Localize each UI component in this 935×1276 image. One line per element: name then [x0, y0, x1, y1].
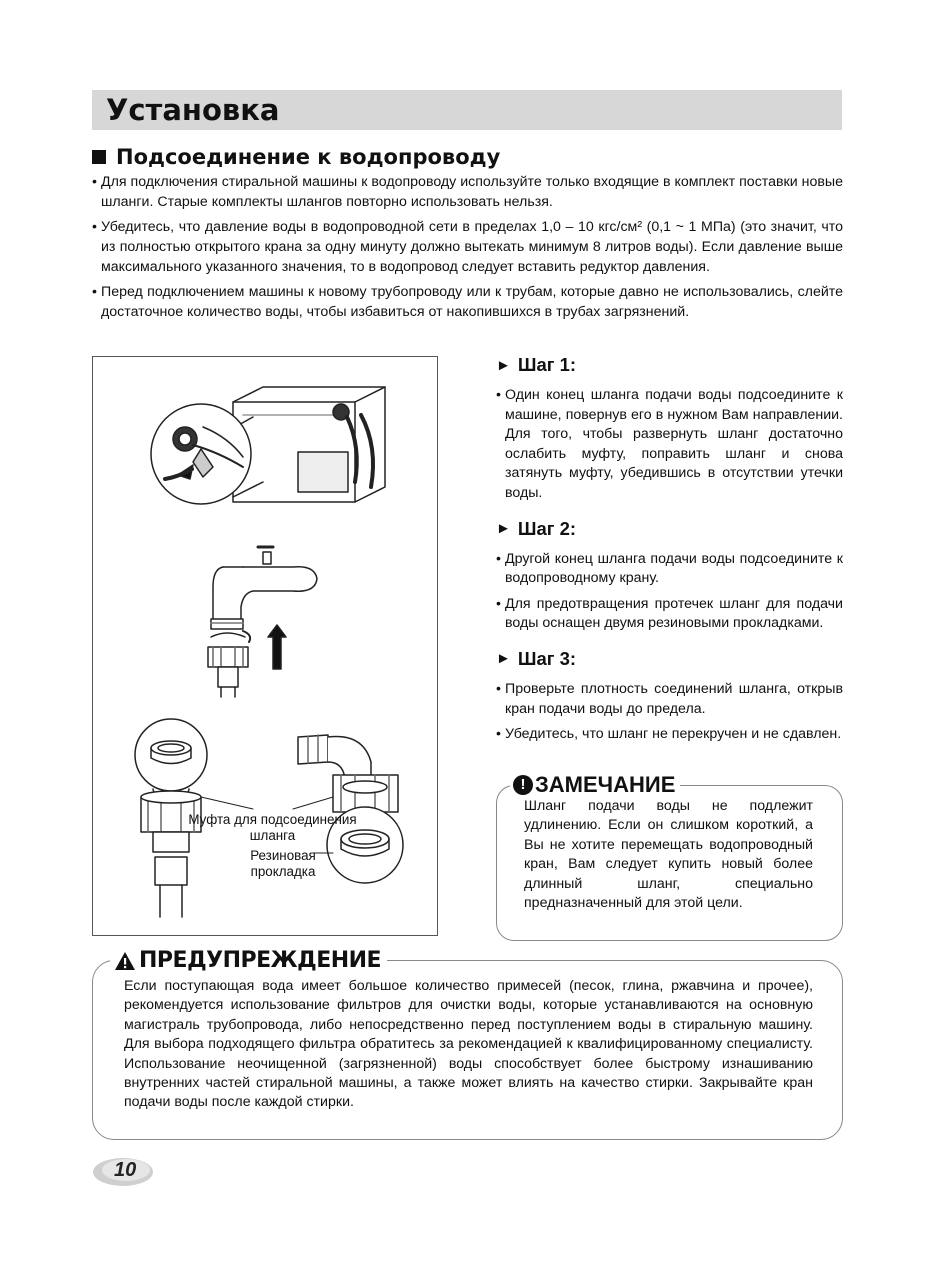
faucet-icon — [211, 547, 317, 629]
square-bullet-icon — [92, 150, 106, 164]
steps-column — [496, 350, 843, 751]
warning-title: ПРЕДУПРЕЖДЕНИЕ — [139, 948, 382, 973]
up-arrow-icon — [268, 625, 286, 669]
play-arrow-icon: ► — [496, 356, 511, 374]
installation-illustration — [92, 356, 438, 936]
label-gasket: Резиновая прокладка — [250, 848, 316, 879]
section-title: Подсоединение к водопроводу — [116, 145, 501, 169]
label-coupling: Муфта для подсоединения шланга — [188, 812, 357, 843]
title-bar — [92, 90, 842, 130]
step-1-bullet-1: • Один конец шланга подачи воды подсоедините к машине, повернув его в нужном Вам направлении. Для того, чтобы развернуть шланг достаточно ослабить муфту, поправить шланг и снова затянуть муфту, убедившись в отсутствии утечки воды. — [496, 386, 843, 504]
step-2-bullet-2: • Для предотвращения протечек шланг для подачи воды оснащен двумя резиновыми прокладками. — [496, 595, 843, 634]
intro-bullet-1: • Для подключения стиральной машины к водопроводу используйте только входящие в комплект поставки новые шланги. Старые комплекты шлангов повторно использовать нельзя. — [92, 172, 843, 212]
gasket-callout-left-icon — [135, 719, 207, 797]
warning-text: Если поступающая вода имеет большое количество примесей (песок, глина, ржавчина и прочее), рекомендуется использование фильтров для очистки воды, которые устанавливаются на основную магистраль трубопровода, либо непосредственно перед поступлением воды в стиральную машину. Для выбора подходящего фильтра обратитесь за рекомендацией к квалифицированному специалисту. Использование неочищенной (загрязненной) воды способствует более быстрому изнашиванию внутренних частей стиральной машины, а также может влиять на качество стирки. Закрывайте кран подачи воды после каждой стирки. — [124, 978, 813, 1111]
note-title: ЗАМЕЧАНИЕ — [535, 772, 676, 797]
elbow-connector-icon — [298, 735, 398, 812]
page-title: Установка — [106, 93, 280, 127]
step-3-bullet-2: • Убедитесь, что шланг не перекручен и не сдавлен. — [496, 725, 843, 745]
step-3-title: Шаг 3: — [517, 647, 577, 669]
step-2-title: Шаг 2: — [517, 517, 577, 539]
play-arrow-icon: ► — [496, 520, 511, 538]
play-arrow-icon: ► — [496, 650, 511, 668]
page-number-badge — [92, 1155, 154, 1189]
exclamation-icon: ! — [513, 775, 533, 795]
intro-bullets — [92, 172, 843, 327]
step-1-title: Шаг 1: — [517, 354, 577, 375]
step-2-heading — [496, 518, 843, 540]
hose-coupling-icon — [208, 631, 250, 697]
washing-machine-icon — [233, 387, 385, 502]
page-number: 10 — [114, 1159, 137, 1181]
intro-bullet-3: • Перед подключением машины к новому трубопроводу или к трубам, которые давно не использовались, слейте достаточное количество воды, чтобы избавиться от накопившихся в трубах загрязнений. — [92, 282, 843, 322]
coupling-left-icon — [141, 791, 201, 917]
step-1-heading — [496, 354, 843, 376]
warning-heading — [110, 948, 387, 973]
note-text: Шланг подачи воды не подлежит удлинению. Если он слишком короткий, а Вы не хотите перемещать водопроводный кран, Вам следует купить новый более длинный шланг, специально предназначенный для этой цели. — [524, 798, 813, 912]
step-2-bullet-1: • Другой конец шланга подачи воды подсоедините к водопроводному крану. — [496, 550, 843, 589]
warning-triangle-icon — [114, 951, 136, 971]
intro-bullet-2: • Убедитесь, что давление воды в водопроводной сети в пределах 1,0 – 10 кгс/см² (0,1 ~ 1 МПа) (это значит, что из полностью открытого крана за одну минуту должно вытекать минимум 8 литров воды). Если давление выше максимального указанного значения, то в водопровод следует вставить редуктор давления. — [92, 217, 843, 277]
section-heading — [92, 145, 500, 169]
step-3-bullet-1: • Проверьте плотность соединений шланга, открыв кран подачи воды до предела. — [496, 680, 843, 719]
note-heading — [510, 772, 680, 798]
step-3-heading — [496, 648, 843, 670]
